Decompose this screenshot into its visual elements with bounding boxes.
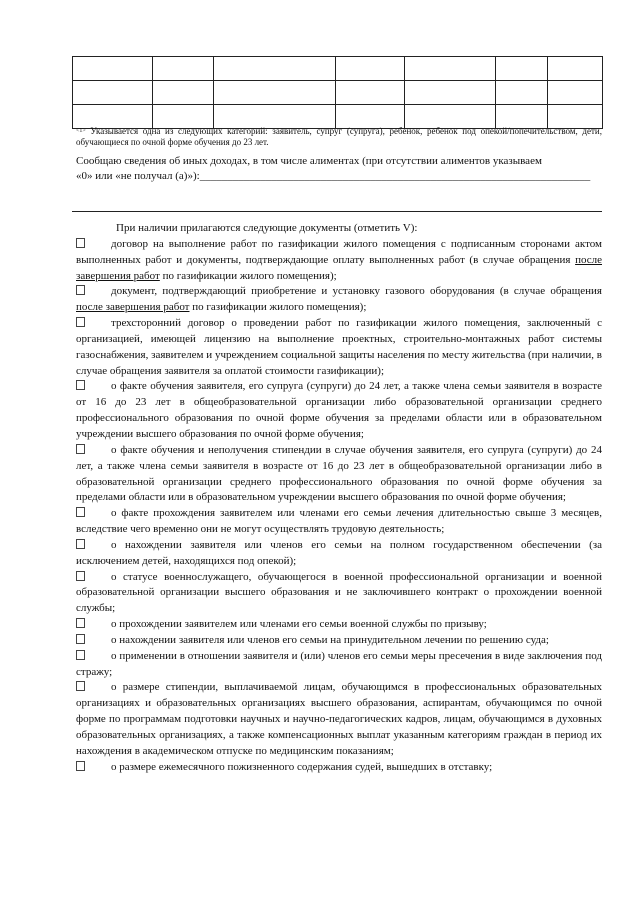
table-cell[interactable] <box>214 105 336 129</box>
document-item <box>76 379 602 442</box>
table-cell[interactable] <box>153 105 214 129</box>
document-item <box>76 760 602 776</box>
table-row <box>73 57 603 81</box>
document-item-text: о нахождении заявителя или членов его семьи на принудительном лечении по решению суда; <box>111 633 549 646</box>
checkbox-icon[interactable] <box>76 571 85 581</box>
table-cell[interactable] <box>73 105 153 129</box>
document-item-text: договор на выполнение работ по газификации жилого помещения с подписанным сторонами актом выполненных работ и документы, подтверждающие оплату выполненных работ (в случае обращения <box>76 237 602 266</box>
document-item-text: о размере ежемесячного пожизненного содержания судей, вышедших в отставку; <box>111 760 493 773</box>
document-item-text-tail: по газификации жилого помещения); <box>159 269 337 282</box>
document-item-text: о прохождении заявителем или членами его семьи военной службы по призыву; <box>111 618 487 631</box>
checkbox-icon[interactable] <box>76 238 85 248</box>
table-cell[interactable] <box>73 57 153 81</box>
checkbox-icon[interactable] <box>76 285 85 295</box>
blank-answer-line[interactable] <box>72 211 602 212</box>
table-cell[interactable] <box>336 81 405 105</box>
document-item <box>76 617 602 633</box>
footnote-marker: <1> <box>76 128 86 134</box>
table-cell[interactable] <box>548 105 603 129</box>
table-cell[interactable] <box>496 57 548 81</box>
document-item-underlined: после завершения работ <box>76 301 190 314</box>
document-item <box>76 284 602 316</box>
table-cell[interactable] <box>405 81 496 105</box>
table-cell[interactable] <box>214 57 336 81</box>
checkbox-icon[interactable] <box>76 618 85 628</box>
document-item-text: о нахождении заявителя или членов его семьи на полном государственном обеспечении (за исключением детей, находящихся под опекой); <box>76 538 602 567</box>
table-row <box>73 105 603 129</box>
other-income-line-1: Сообщаю сведения об иных доходах, в том числе алиментах (при отсутствии алиментов указываем <box>76 155 542 167</box>
footnote <box>76 126 602 148</box>
checkbox-icon[interactable] <box>76 444 85 454</box>
table-cell[interactable] <box>496 105 548 129</box>
table-cell[interactable] <box>496 81 548 105</box>
checkbox-icon[interactable] <box>76 317 85 327</box>
footnote-text: Указывается одна из следующих категорий: заявитель, супруг (супруга), ребенок, ребенок под опекой/попечительством, дети, обучающиеся по очной форме обучения до 23 лет. <box>76 126 602 147</box>
document-item-text: о применении в отношении заявителя и (или) членов его семьи меры пресечения в виде заключения под стражу; <box>76 649 602 678</box>
table-cell[interactable] <box>214 81 336 105</box>
table-cell[interactable] <box>548 57 603 81</box>
checkbox-icon[interactable] <box>76 634 85 644</box>
document-item <box>76 316 602 379</box>
documents-lead: При наличии прилагаются следующие документы (отметить V): <box>116 222 418 234</box>
checkbox-icon[interactable] <box>76 507 85 517</box>
document-item-text: о статусе военнослужащего, обучающегося в военной профессиональной организации и военной образовательной организации высшего образования и не заключившего контракт о прохождении военной службы; <box>76 570 602 615</box>
other-income-line-2[interactable]: «0» или «не получал (а)»):_______________________________________________________________________ <box>76 170 591 182</box>
table-cell[interactable] <box>73 81 153 105</box>
table-cell[interactable] <box>336 105 405 129</box>
checkbox-icon[interactable] <box>76 681 85 691</box>
checkbox-icon[interactable] <box>76 650 85 660</box>
documents-list <box>76 237 602 776</box>
document-item <box>76 680 602 759</box>
document-item <box>76 506 602 538</box>
document-item <box>76 443 602 506</box>
checkbox-icon[interactable] <box>76 380 85 390</box>
documents-section <box>76 221 602 776</box>
checkbox-icon[interactable] <box>76 539 85 549</box>
table-cell[interactable] <box>336 57 405 81</box>
document-item <box>76 538 602 570</box>
income-table <box>72 56 603 129</box>
document-item <box>76 649 602 681</box>
document-item-text: трехсторонний договор о проведении работ по газификации жилого помещения, заключенный с организацией, имеющей лицензию на выполнение проектных, строительно-монтажных работ системы газоснабжения, заявителем и учреждением социальной защиты населения по месту жительства (при наличии, в случае обращения заявителя за оплатой стоимости газификации); <box>76 317 602 377</box>
document-item-underlined: после завершения работ <box>76 253 602 282</box>
document-item <box>76 633 602 649</box>
document-item-text: документ, подтверждающий приобретение и установку газового оборудования (в случае обращения <box>111 285 602 298</box>
document-item <box>76 237 602 285</box>
document-item-text: о размере стипендии, выплачиваемой лицам, обучающимся в профессиональных образовательных организациях и образовательных организациях высшего образования, аспирантам, обучающимся по очной форме по программам подготовки научных и научно-педагогических кадров, лицам, обучающимся в духовных образовательных организациях, а также компенсационных выплат указанным категориям граждан в период их нахождения в академическом отпуске по медицинским показаниям; <box>76 681 602 757</box>
document-item <box>76 570 602 618</box>
table-cell[interactable] <box>153 57 214 81</box>
document-item-text: о факте обучения и неполучения стипендии в случае обучения заявителя, его супруга (супруги) до 24 лет, а также члена семьи заявителя в возрасте от 16 до 23 лет в общеобразовательной организации либо в образовательной организации среднего профессионального образования по очной форме обучения за пределами области или в образовательном учреждении высшего образования по очной форме обучения; <box>76 443 602 504</box>
other-income-block <box>76 154 636 184</box>
table-cell[interactable] <box>405 57 496 81</box>
table-cell[interactable] <box>405 105 496 129</box>
table-cell[interactable] <box>153 81 214 105</box>
document-item-text: о факте прохождения заявителем или членами его семьи лечения длительностью свыше 3 месяцев, вследствие чего временно они не могут осуществлять трудовую деятельность; <box>76 507 602 536</box>
table-row <box>73 81 603 105</box>
table-cell[interactable] <box>548 81 603 105</box>
checkbox-icon[interactable] <box>76 761 85 771</box>
document-item-text: о факте обучения заявителя, его супруга (супруги) до 24 лет, а также члена семьи заявителя в возрасте от 16 до 23 лет в общеобразовательной организации либо образовательной организации среднего профессионального образования по очной форме обучения за пределами области или в образовательном учреждении высшего образования по очной форме обучения; <box>76 380 602 440</box>
document-item-text-tail: по газификации жилого помещения); <box>189 301 367 314</box>
